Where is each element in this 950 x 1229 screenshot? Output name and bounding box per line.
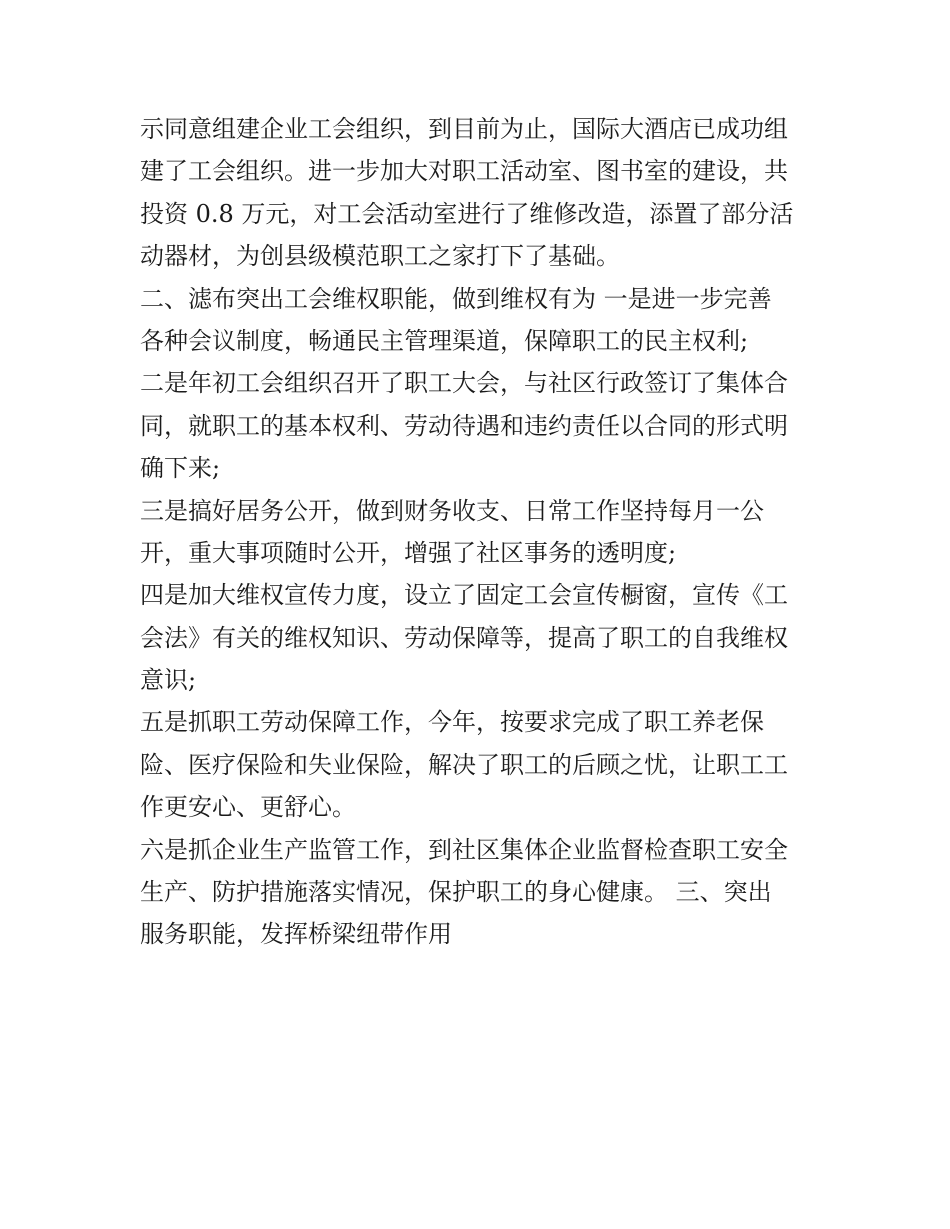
text-line: 开，重大事项随时公开，增强了社区事务的透明度; bbox=[140, 538, 677, 567]
text-line: 四是加大维权宣传力度，设立了固定工会宣传橱窗，宣传《工 bbox=[140, 581, 788, 610]
text-line: 险、医疗保险和失业保险，解决了职工的后顾之忧，让职工工 bbox=[140, 750, 788, 779]
text-line: 建了工会组织。进一步加大对职工活动室、图书室的建设，共 bbox=[140, 157, 788, 186]
text-line: 六是抓企业生产监管工作，到社区集体企业监督检查职工安全 bbox=[140, 835, 788, 864]
document-body bbox=[140, 108, 820, 956]
text-line: 服务职能，发挥桥梁纽带作用 bbox=[140, 920, 452, 949]
text-line: 三是搞好居务公开，做到财务收支、日常工作坚持每月一公 bbox=[140, 496, 764, 525]
text-line: 各种会议制度，畅通民主管理渠道，保障职工的民主权利; bbox=[140, 326, 749, 355]
text-line: 二、滤布突出工会维权职能，做到维权有为 一是进一步完善 bbox=[140, 284, 772, 313]
text-line: 投资 0.8 万元，对工会活动室进行了维修改造，添置了部分活 bbox=[140, 199, 794, 228]
text-line: 二是年初工会组织召开了职工大会，与社区行政签订了集体合 bbox=[140, 369, 788, 398]
text-line: 意识; bbox=[140, 666, 197, 695]
text-line: 动器材，为创县级模范职工之家打下了基础。 bbox=[140, 242, 620, 271]
text-line: 同，就职工的基本权利、劳动待遇和违约责任以合同的形式明 bbox=[140, 411, 788, 440]
text-line: 示同意组建企业工会组织，到目前为止，国际大酒店已成功组 bbox=[140, 115, 788, 143]
text-line: 五是抓职工劳动保障工作，今年，按要求完成了职工养老保 bbox=[140, 708, 764, 737]
text-line: 会法》有关的维权知识、劳动保障等，提高了职工的自我维权 bbox=[140, 623, 788, 652]
text-line: 确下来; bbox=[140, 454, 221, 483]
text-line: 生产、防护措施落实情况，保护职工的身心健康。 三、突出 bbox=[140, 878, 772, 907]
text-line: 作更安心、更舒心。 bbox=[140, 793, 356, 822]
